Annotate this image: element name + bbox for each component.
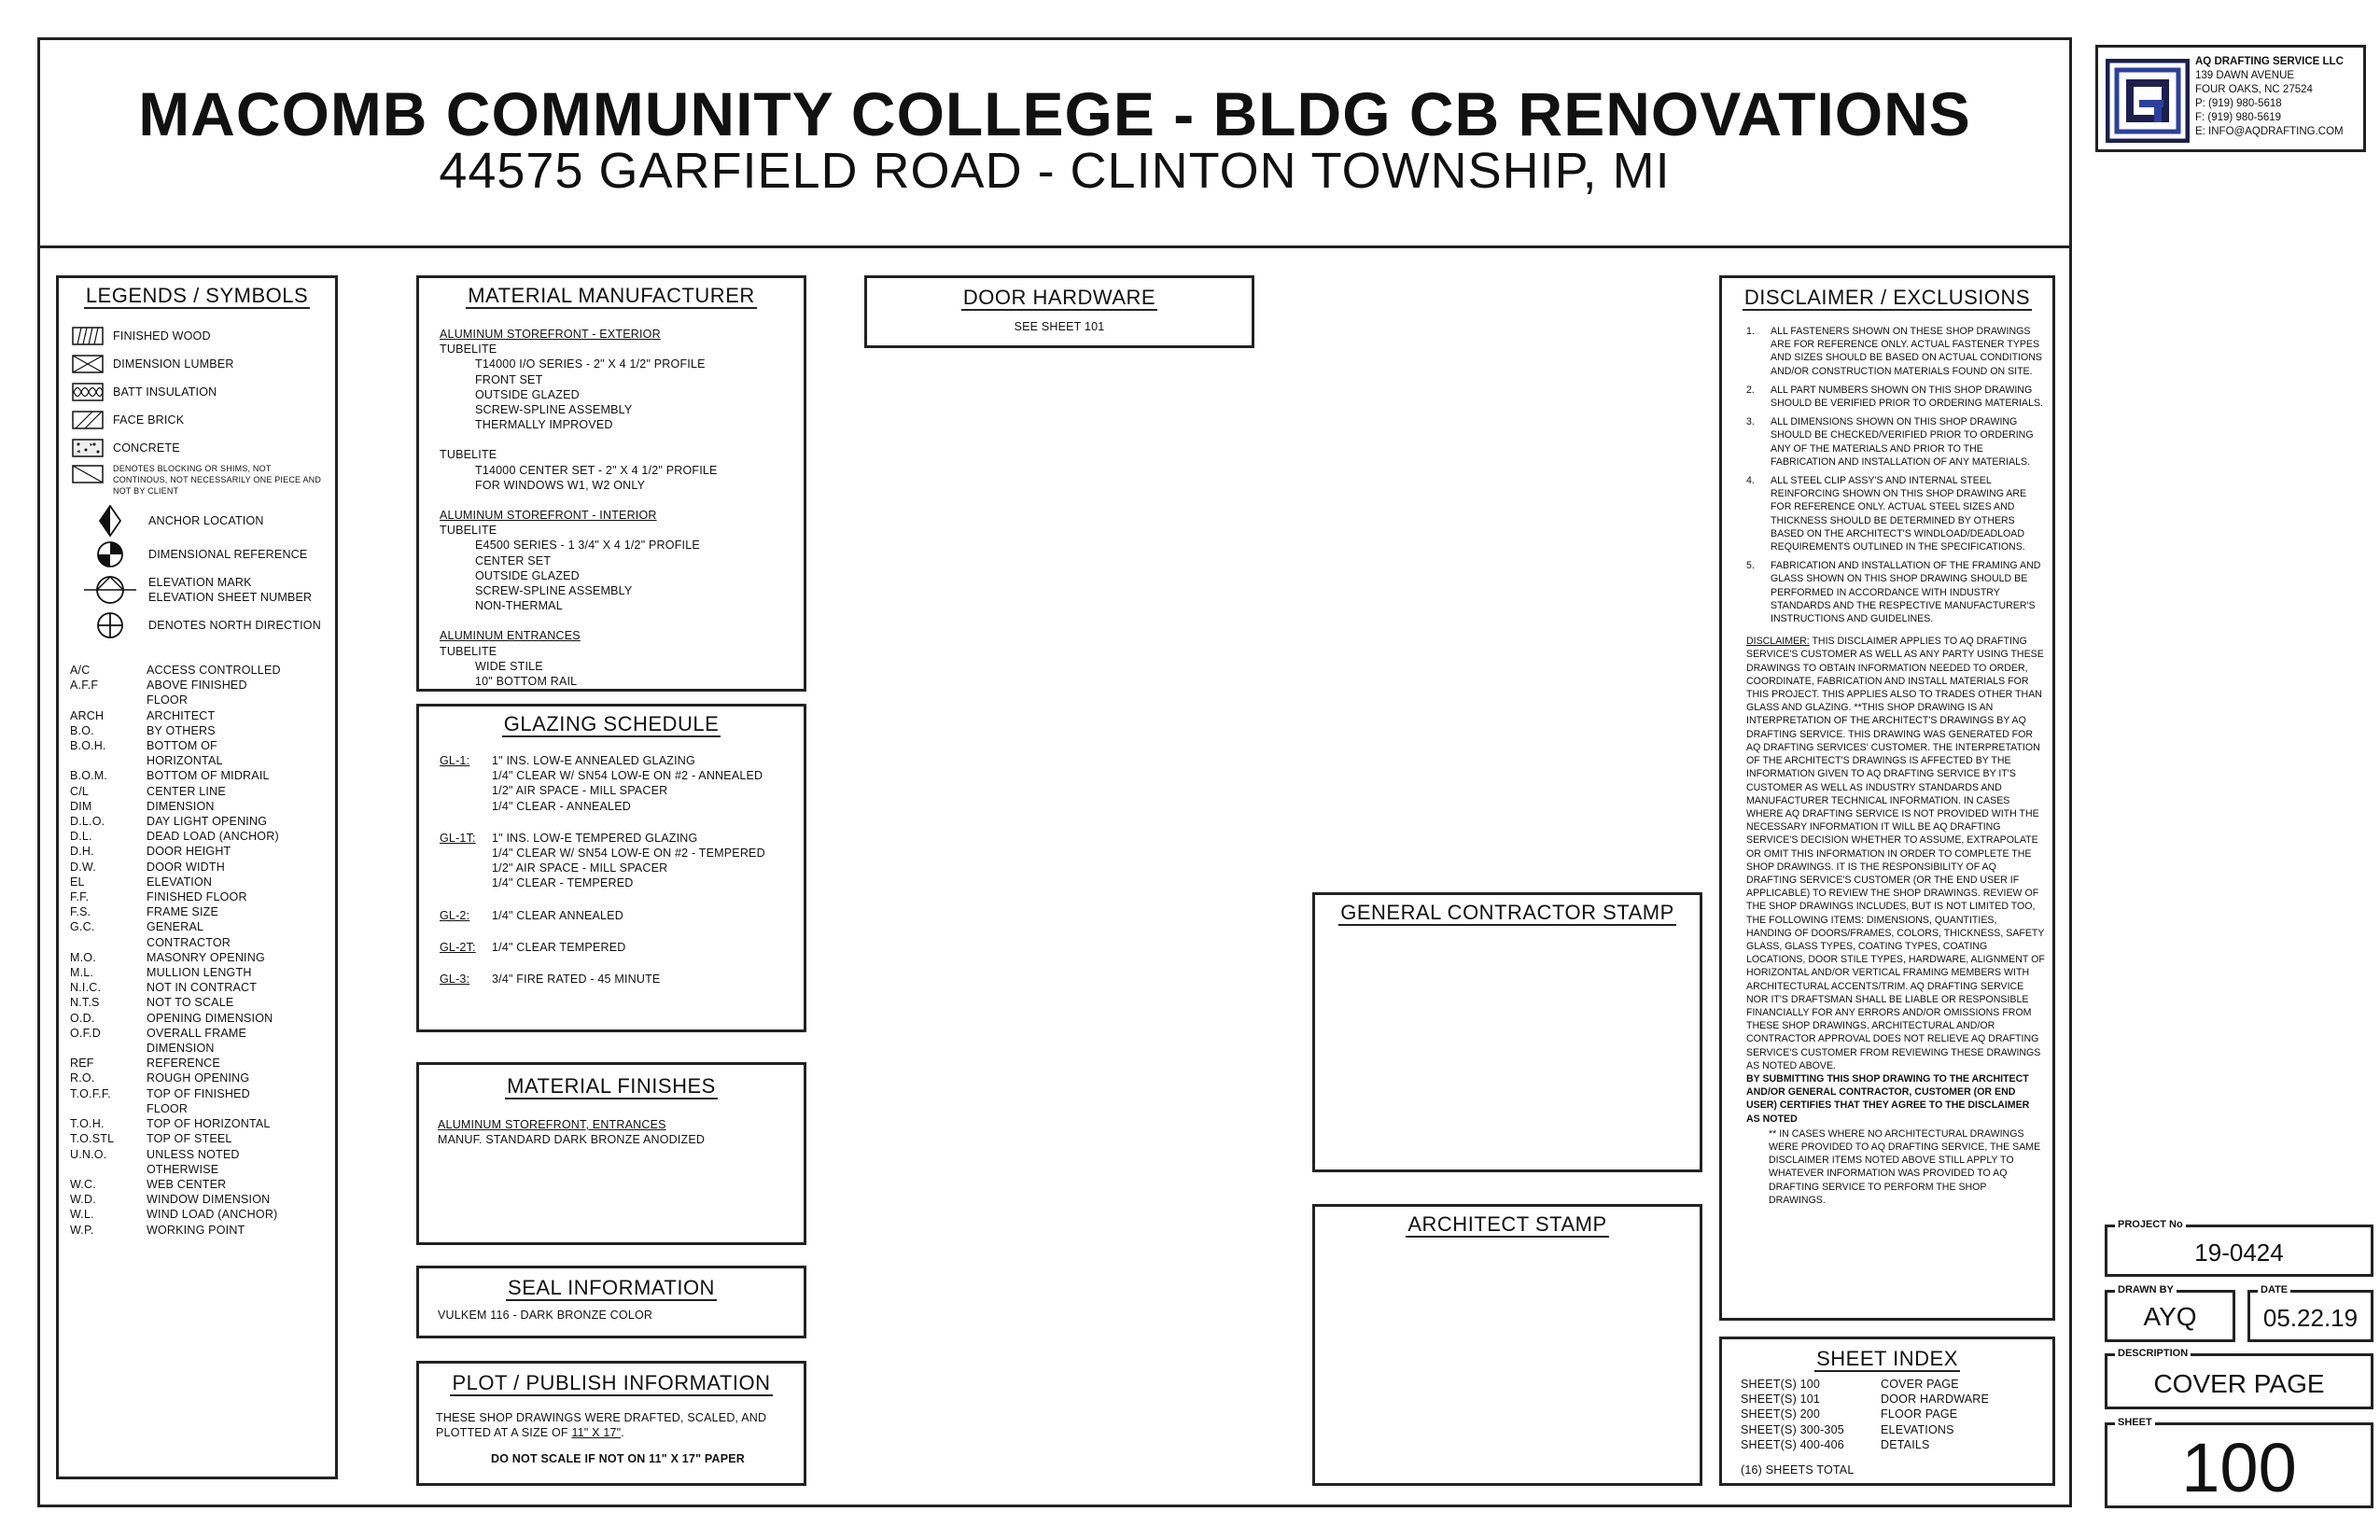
gc-stamp-panel bbox=[1312, 892, 1702, 1172]
abbreviation-row bbox=[70, 663, 336, 678]
abbreviation-code: T.O.STL bbox=[70, 1132, 115, 1146]
abbreviation-code: F.S. bbox=[70, 905, 91, 919]
glazing-code: GL-2: bbox=[440, 908, 470, 922]
abbreviation-meaning: DAY LIGHT OPENING bbox=[147, 815, 268, 829]
sheet-index-row bbox=[1741, 1407, 2049, 1421]
project-no-box bbox=[2105, 1219, 2373, 1277]
glazing-description bbox=[492, 908, 623, 923]
glazing-list bbox=[440, 753, 794, 1003]
date-box bbox=[2247, 1284, 2373, 1342]
abbreviation-meaning: CENTER LINE bbox=[147, 784, 226, 798]
description-label: DESCRIPTION bbox=[2115, 1348, 2191, 1359]
material-manufacturer-panel bbox=[416, 275, 806, 692]
abbreviation-code: M.O. bbox=[70, 950, 96, 964]
disclaimer-item bbox=[1746, 474, 2045, 553]
door-hardware-title: DOOR HARDWARE bbox=[962, 286, 1156, 309]
gc-stamp-title: GENERAL CONTRACTOR STAMP bbox=[1340, 901, 1674, 924]
abbreviation-meaning: WEB CENTER bbox=[147, 1177, 227, 1191]
drawn-by-box bbox=[2105, 1284, 2235, 1342]
company-address2: FOUR OAKS, NC 27524 bbox=[2195, 84, 2313, 95]
abbreviation-meaning: WIND LOAD (ANCHOR) bbox=[147, 1208, 278, 1222]
abbreviation-row bbox=[70, 1071, 336, 1085]
sheet-index-title: SHEET INDEX bbox=[1816, 1347, 1958, 1370]
legend-materials bbox=[72, 325, 333, 497]
sheet-index-sheets: SHEET(S) 400-406 bbox=[1741, 1437, 1844, 1451]
abbreviation-row bbox=[70, 1026, 336, 1056]
title-divider bbox=[37, 245, 2072, 248]
abbreviation-code: ARCH bbox=[70, 708, 105, 722]
manufacturer-line: WIDE STILE bbox=[475, 659, 543, 673]
abbreviation-meaning: UNLESS NOTED OTHERWISE bbox=[147, 1147, 240, 1176]
abbreviation-code: O.F.D bbox=[70, 1026, 101, 1040]
seal-information-title: SEAL INFORMATION bbox=[508, 1276, 715, 1299]
project-address: 44575 GARFIELD ROAD - CLINTON TOWNSHIP, MI bbox=[439, 143, 1671, 199]
abbreviation-row bbox=[70, 768, 336, 783]
abbreviation-code: D.L.O. bbox=[70, 815, 105, 829]
legend-label: BATT INSULATION bbox=[113, 385, 217, 399]
legends-title: LEGENDS / SYMBOLS bbox=[85, 284, 309, 307]
disclaimer-text: THIS DISCLAIMER APPLIES TO AQ DRAFTING SERVICE'S CUSTOMER AS WELL AS ANY PARTY USING THESE DRAWINGS TO OBTAIN INFORMATION NEEDED TO ORDER, COORDINATE, FABRICATION AND INSTALL MATERIALS FOR THIS PROJECT. THIS APPLIES ALSO TO TRADES OTHER THAN GLASS AND GLAZING. **THIS SHOP DRAWING IS AN INTERPRETATION OF THE ARCHITECT'S DRAWINGS BY AQ DRAFTING SERVICE. THIS DRAWING WAS GENERATED FOR AQ DRAFTING SERVICES' CUSTOMER. THE INTERPRETATION OF THE ARCHITECT'S DRAWINGS IS AFFECTED BY THE INFORMATION GIVEN TO AQ DRAFTING SERVICE BY IT'S CUSTOMER AS WELL AS INDUSTRY STANDARDS AND MANUFACTURER TECHNICAL INFORMATION. IN CASES WHERE AQ DRAFTING SERVICE IS NOT PROVIDED WITH THE NECESSARY INFORMATION IT WILL BE AQ DRAFTING SERVICE'S DECISION WHETHER TO ASSUME, EXTRAPOLATE OR OMIT THIS INFORMATION IN ORDER TO COMPLETE THE SHOP DRAWINGS. IT IS THE RESPONSIBILITY OF AQ DRAFTING SERVICE'S CUSTOMER (OR THE END USER IF APPLICABLE) TO REVIEW THE SHOP DRAWINGS. REVIEW OF THE SHOP DRAWINGS INCLUDES, BUT IS NOT LIMITED TOO, THE FOLLOWING ITEMS: DIMENSIONS, QUANTITIES, HANDING OF DOORS/FRAMES, COLORS, THICKNESS, SAFETY GLASS, GLASS TYPES, COATING TYPES, COATING LOCATIONS, DOOR STILE TYPES, HARDWARE, ALIGNMENT OF HORIZONTAL AND/OR VERTICAL FRAMING MEMBERS WITH ARCHITECTURAL ACCENTS/TRIM. AQ DRAFTING SERVICE NOR IT'S DRAFTSMAN SHALL BE LIABLE OR RESPONSIBLE FINANCIALLY FOR ANY ERRORS AND/OR OMISSIONS FROM THESE SHOP DRAWINGS. ARCHITECTURAL AND/OR CONTRACTOR APPROVAL DOES NOT RELIEVE AQ DRAFTING SERVICE'S CUSTOMER FROM REVIEWING THESE DRAWINGS AS NOTED ABOVE. bbox=[1746, 636, 2045, 1071]
project-no-label: PROJECT No bbox=[2115, 1219, 2186, 1230]
disclaimer-item-text: FABRICATION AND INSTALLATION OF THE FRAMING AND GLASS SHOWN ON THIS SHOP DRAWING SHOULD BE PERFORMED IN ACCORDANCE WITH INDUSTRY STANDARDS AND THE RESPECTIVE MANUFACTURER'S INSTRUCTIONS AND GUIDELINES. bbox=[1771, 560, 2041, 625]
project-no: 19-0424 bbox=[2194, 1239, 2284, 1267]
manufacturer-heading: ALUMINUM ENTRANCES bbox=[440, 629, 581, 643]
glazing-row bbox=[440, 972, 794, 987]
seal-line: VULKEM 116 - DARK BRONZE COLOR bbox=[438, 1309, 653, 1322]
disclaimer-item-text: ALL DIMENSIONS SHOWN ON THIS SHOP DRAWING SHOULD BE CHECKED/VERIFIED PRIOR TO ORDERING ANY OF THE MATERIALS AND PRIOR TO THE FABRICATION AND INSTALLATION OF ANY MATERIALS. bbox=[1771, 416, 2034, 468]
abbreviation-code: A/C bbox=[70, 664, 91, 677]
glazing-line: 1/4" CLEAR - TEMPERED bbox=[492, 876, 634, 890]
glazing-row bbox=[440, 940, 794, 955]
abbreviation-meaning: GENERAL CONTRACTOR bbox=[147, 920, 231, 949]
material-finishes-title: MATERIAL FINISHES bbox=[507, 1074, 716, 1098]
architect-stamp-panel bbox=[1312, 1204, 1702, 1486]
drawn-by-label: DRAWN BY bbox=[2115, 1284, 2177, 1295]
abbreviation-code: O.D. bbox=[70, 1011, 95, 1025]
company-email: E: INFO@AQDRAFTING.COM bbox=[2195, 126, 2344, 137]
manufacturer-line: SCREW-SPLINE ASSEMBLY bbox=[475, 403, 633, 417]
abbreviation-meaning: DOOR WIDTH bbox=[147, 860, 225, 874]
abbreviation-row bbox=[70, 889, 336, 904]
abbreviation-meaning: BOTTOM OF HORIZONTAL bbox=[147, 739, 223, 768]
anchor-location-icon bbox=[72, 505, 148, 537]
glazing-description bbox=[492, 753, 763, 814]
door-hardware-panel bbox=[864, 275, 1254, 348]
glazing-code: GL-1T: bbox=[440, 831, 476, 845]
abbreviation-meaning: NOT IN CONTRACT bbox=[147, 981, 258, 995]
disclaimer-items bbox=[1746, 325, 2045, 625]
legend-symbols bbox=[72, 504, 333, 642]
company-block bbox=[2095, 45, 2366, 152]
abbreviation-meaning: WINDOW DIMENSION bbox=[147, 1193, 271, 1207]
manufacturer-line: FOR WINDOWS W1, W2 ONLY bbox=[475, 478, 646, 492]
glazing-line: 1/4" CLEAR W/ SN54 LOW-E ON #2 - TEMPERED bbox=[492, 847, 765, 861]
glazing-code: GL-3: bbox=[440, 973, 470, 987]
symbol-label: DIMENSIONAL REFERENCE bbox=[148, 547, 308, 561]
abbreviation-code: W.C. bbox=[70, 1177, 96, 1191]
aq-logo-icon bbox=[2106, 59, 2190, 143]
abbreviation-meaning: OVERALL FRAME DIMENSION bbox=[147, 1026, 247, 1056]
abbreviation-code: W.L. bbox=[70, 1208, 94, 1222]
company-fax: F: (919) 980-5619 bbox=[2195, 112, 2282, 123]
sheet-index-row bbox=[1741, 1392, 2049, 1407]
abbreviation-code: T.O.H. bbox=[70, 1117, 105, 1131]
abbreviation-code: D.H. bbox=[70, 845, 94, 859]
abbreviation-meaning: MULLION LENGTH bbox=[147, 966, 252, 980]
manufacturer-name: TUBELITE bbox=[440, 644, 497, 658]
seal-information-panel bbox=[416, 1266, 806, 1338]
date-label: DATE bbox=[2258, 1284, 2290, 1295]
glazing-line: 1/4" CLEAR W/ SN54 LOW-E ON #2 - ANNEALED bbox=[492, 769, 763, 783]
disclaimer-title: DISCLAIMER / EXCLUSIONS bbox=[1743, 286, 2031, 309]
blocking-note: DENOTES BLOCKING OR SHIMS, NOT CONTINOUS, NOT NECESSARILY ONE PIECE AND NOT BY CLIENT bbox=[113, 464, 322, 496]
abbreviation-meaning: TOP OF FINISHED FLOOR bbox=[147, 1086, 250, 1115]
glazing-line: 1/4" CLEAR TEMPERED bbox=[492, 940, 626, 954]
abbreviation-meaning: ARCHITECT bbox=[147, 708, 216, 722]
plot-warning: DO NOT SCALE IF NOT ON 11" X 17" PAPER bbox=[490, 1452, 746, 1466]
manufacturer-line: CENTER SET bbox=[475, 553, 552, 567]
manufacturer-line: 10" BOTTOM RAIL bbox=[475, 675, 578, 689]
finishes-line: MANUF. STANDARD DARK BRONZE ANODIZED bbox=[438, 1133, 706, 1147]
sheet-index-row bbox=[1741, 1422, 2049, 1437]
sheet-index-row bbox=[1741, 1377, 2049, 1392]
sheet-total: (16) SHEETS TOTAL bbox=[1741, 1463, 1855, 1477]
abbreviation-row bbox=[70, 980, 336, 995]
manufacturer-name: TUBELITE bbox=[440, 343, 497, 357]
abbreviation-meaning: BY OTHERS bbox=[147, 723, 216, 737]
abbreviation-code: W.P. bbox=[70, 1223, 94, 1237]
elevation-mark-icon bbox=[72, 574, 148, 606]
disclaimer-item-text: ALL PART NUMBERS SHOWN ON THIS SHOP DRAWING SHOULD BE VERIFIED PRIOR TO ORDERING MATERIALS. bbox=[1771, 384, 2043, 410]
abbreviation-row bbox=[70, 678, 336, 707]
material-manufacturer-title: MATERIAL MANUFACTURER bbox=[468, 284, 755, 307]
dimension-lumber-icon bbox=[72, 353, 107, 375]
manufacturer-line: OUTSIDE GLAZED bbox=[475, 387, 580, 401]
abbreviation-row bbox=[70, 738, 336, 768]
disclaimer-item-number: 2. bbox=[1746, 384, 1755, 396]
manufacturer-heading: ALUMINUM STOREFRONT - INTERIOR bbox=[440, 509, 657, 523]
abbreviation-row bbox=[70, 814, 336, 829]
disclaimer-label: DISCLAIMER: bbox=[1746, 636, 1810, 648]
abbreviation-row bbox=[70, 844, 336, 859]
disclaimer-item-number: 5. bbox=[1746, 560, 1755, 572]
abbreviation-row bbox=[70, 995, 336, 1010]
disclaimer-bold: BY SUBMITTING THIS SHOP DRAWING TO THE ARCHITECT AND/OR GENERAL CONTRACTOR, CUSTOMER (OR END USER) CERTIFIES THAT THEY AGREE TO THE DISCLAIMER AS NOTED bbox=[1746, 1072, 2030, 1125]
abbreviation-code: REF bbox=[70, 1057, 94, 1071]
manufacturer-name: TUBELITE bbox=[440, 524, 497, 538]
disclaimer-footer: ** IN CASES WHERE NO ARCHITECTURAL DRAWINGS WERE PROVIDED TO AQ DRAFTING SERVICE, THE SAME DISCLAIMER ITEMS NOTED ABOVE STILL APPLY TO WHATEVER INFORMATION WAS PROVIDED TO AQ DRAFTING SERVICE TO PERFORM THE SHOP DRAWINGS. bbox=[1769, 1127, 2041, 1206]
company-phone: P: (919) 980-5618 bbox=[2195, 98, 2282, 109]
plot-content bbox=[436, 1410, 800, 1467]
sheet-index-name: COVER PAGE bbox=[1881, 1378, 1959, 1391]
abbreviation-code: R.O. bbox=[70, 1071, 95, 1085]
abbreviation-meaning: OPENING DIMENSION bbox=[147, 1011, 273, 1025]
abbreviation-meaning: ROUGH OPENING bbox=[147, 1071, 250, 1085]
abbreviation-code: G.C. bbox=[70, 920, 95, 934]
disclaimer-body bbox=[1746, 635, 2045, 1072]
glazing-description bbox=[492, 831, 765, 891]
manufacturer-group bbox=[440, 508, 794, 613]
abbreviation-meaning: ELEVATION bbox=[147, 875, 213, 889]
door-hardware-line: SEE SHEET 101 bbox=[1014, 320, 1105, 333]
abbreviation-code: N.T.S bbox=[70, 996, 100, 1010]
abbreviation-meaning: WORKING POINT bbox=[147, 1223, 245, 1237]
abbreviation-code: A.F.F bbox=[70, 679, 99, 693]
manufacturer-group bbox=[440, 628, 794, 689]
manufacturer-line: T14000 I/O SERIES - 2" X 4 1/2" PROFILE bbox=[475, 357, 706, 371]
disclaimer-item-number: 1. bbox=[1746, 326, 1755, 337]
glazing-description bbox=[492, 940, 625, 955]
abbreviation-meaning: REFERENCE bbox=[147, 1057, 220, 1071]
disclaimer-content bbox=[1746, 325, 2045, 1207]
sheet-index-name: FLOOR PAGE bbox=[1881, 1407, 1958, 1421]
glazing-code: GL-2T: bbox=[440, 940, 476, 954]
manufacturer-line: OUTSIDE GLAZED bbox=[475, 568, 580, 582]
abbreviation-code: W.D. bbox=[70, 1193, 96, 1207]
manufacturer-group bbox=[440, 327, 794, 432]
glazing-line: 1/2" AIR SPACE - MILL SPACER bbox=[492, 784, 668, 798]
sheet-index-name: DETAILS bbox=[1881, 1437, 1930, 1451]
plot-line-2-prefix: PLOTTED AT A SIZE OF bbox=[436, 1426, 572, 1440]
glazing-row bbox=[440, 831, 794, 891]
abbreviation-meaning: FRAME SIZE bbox=[147, 905, 219, 919]
glazing-schedule-title: GLAZING SCHEDULE bbox=[503, 712, 720, 735]
abbreviation-code: D.W. bbox=[70, 860, 96, 874]
legend-label: FINISHED WOOD bbox=[113, 329, 211, 343]
glazing-line: 3/4" FIRE RATED - 45 MINUTE bbox=[492, 973, 661, 987]
glazing-code: GL-1: bbox=[440, 754, 470, 767]
abbreviation-code: EL bbox=[70, 875, 85, 889]
abbreviation-row bbox=[70, 1147, 336, 1177]
abbreviation-row bbox=[70, 784, 336, 799]
abbreviation-row bbox=[70, 965, 336, 980]
face-brick-icon bbox=[72, 409, 107, 431]
abbreviation-row bbox=[70, 860, 336, 875]
plot-line-2-suffix: . bbox=[621, 1426, 624, 1440]
glazing-row bbox=[440, 753, 794, 814]
legend-label: CONCRETE bbox=[113, 441, 180, 455]
abbreviation-row bbox=[70, 950, 336, 965]
abbreviation-meaning: TOP OF STEEL bbox=[147, 1132, 232, 1146]
abbreviation-row bbox=[70, 1116, 336, 1131]
manufacturer-line: FRONT SET bbox=[475, 372, 543, 386]
abbreviation-meaning: ACCESS CONTROLLED bbox=[147, 664, 281, 677]
disclaimer-item bbox=[1746, 384, 2045, 410]
disclaimer-item-text: ALL FASTENERS SHOWN ON THESE SHOP DRAWINGS ARE FOR REFERENCE ONLY. ACTUAL FASTENER TYPES AND SIZES SHOULD BE BASED ON ACTUAL CONDITIONS AND/OR CONSTRUCTION MATERIALS FOUND ON SITE. bbox=[1771, 326, 2042, 377]
manufacturer-list bbox=[440, 327, 794, 704]
plot-line-2 bbox=[436, 1425, 800, 1440]
concrete-icon bbox=[72, 437, 107, 459]
finishes-heading: ALUMINUM STOREFRONT, ENTRANCES bbox=[438, 1118, 666, 1131]
disclaimer-item bbox=[1746, 415, 2045, 469]
sheet-index-row bbox=[1741, 1437, 2049, 1452]
description-box bbox=[2105, 1348, 2373, 1409]
abbreviation-meaning: ABOVE FINISHED FLOOR bbox=[147, 679, 247, 707]
legends-panel bbox=[56, 275, 338, 1479]
abbreviation-code: B.O.H. bbox=[70, 739, 106, 753]
manufacturer-group bbox=[440, 447, 794, 493]
blocking-icon bbox=[72, 463, 107, 485]
abbreviation-row bbox=[70, 829, 336, 844]
abbreviation-code: D.L. bbox=[70, 830, 92, 844]
sheet-number-box bbox=[2105, 1417, 2373, 1508]
abbreviation-row bbox=[70, 1011, 336, 1026]
finishes-content bbox=[438, 1117, 792, 1147]
architect-stamp-title: ARCHITECT STAMP bbox=[1407, 1212, 1607, 1236]
drawn-by: AYQ bbox=[2143, 1302, 2197, 1331]
sheet-label: SHEET bbox=[2115, 1417, 2155, 1428]
abbreviation-code: U.N.O. bbox=[70, 1147, 107, 1161]
legend-label: FACE BRICK bbox=[113, 413, 185, 427]
sheet-index-name: DOOR HARDWARE bbox=[1881, 1393, 1990, 1407]
sheet-index-sheets: SHEET(S) 200 bbox=[1741, 1407, 1821, 1421]
disclaimer-panel bbox=[1719, 275, 2055, 1321]
manufacturer-line: SCREW-SPLINE ASSEMBLY bbox=[475, 584, 633, 598]
abbreviation-meaning: DOOR HEIGHT bbox=[147, 845, 231, 859]
abbreviation-row bbox=[70, 1192, 336, 1207]
symbol-label-2: ELEVATION SHEET NUMBER bbox=[148, 591, 313, 604]
abbreviation-meaning: FINISHED FLOOR bbox=[147, 890, 247, 904]
glazing-schedule-panel bbox=[416, 704, 806, 1032]
abbreviation-code: B.O. bbox=[70, 723, 94, 737]
glazing-line: 1" INS. LOW-E ANNEALED GLAZING bbox=[492, 754, 695, 767]
glazing-line: 1/2" AIR SPACE - MILL SPACER bbox=[492, 861, 668, 875]
description: COVER PAGE bbox=[2153, 1369, 2325, 1398]
material-finishes-panel bbox=[416, 1062, 806, 1245]
abbreviation-row bbox=[70, 904, 336, 919]
disclaimer-item-text: ALL STEEL CLIP ASSY'S AND INTERNAL STEEL REINFORCING SHOWN ON THIS SHOP DRAWING ARE FOR REFERENCE ONLY. ACTUAL STEEL SIZES AND THICKNESS SHOULD BE DETERMINED BY OTHERS BASED ON THE ARCHITECT'S WINDLOAD/DEADLOAD REQUIREMENTS OUTLINED IN THE SPECIFICATIONS. bbox=[1771, 475, 2027, 553]
manufacturer-line: NON-THERMAL bbox=[475, 599, 563, 613]
sheet-index-sheets: SHEET(S) 101 bbox=[1741, 1393, 1821, 1407]
abbreviation-row bbox=[70, 919, 336, 949]
north-direction-icon bbox=[72, 611, 148, 639]
company-logo bbox=[2106, 59, 2190, 143]
sheet-index-panel bbox=[1719, 1337, 2055, 1486]
abbreviation-row bbox=[70, 799, 336, 814]
abbreviation-meaning: DIMENSION bbox=[147, 799, 215, 813]
company-address1: 139 DAWN AVENUE bbox=[2195, 70, 2295, 81]
abbreviation-code: T.O.F.F. bbox=[70, 1086, 111, 1100]
abbreviation-row bbox=[70, 1177, 336, 1192]
abbreviation-row bbox=[70, 1207, 336, 1222]
abbreviation-meaning: BOTTOM OF MIDRAIL bbox=[147, 769, 270, 783]
abbreviation-list bbox=[70, 663, 336, 1238]
finished-wood-icon bbox=[72, 325, 107, 347]
company-info bbox=[2195, 55, 2363, 139]
abbreviation-row bbox=[70, 1086, 336, 1116]
disclaimer-item-number: 4. bbox=[1746, 475, 1755, 487]
abbreviation-meaning: MASONRY OPENING bbox=[147, 950, 265, 964]
date: 05.22.19 bbox=[2262, 1304, 2359, 1332]
abbreviation-row bbox=[70, 708, 336, 723]
glazing-line: 1/4" CLEAR - ANNEALED bbox=[492, 799, 631, 813]
abbreviation-row bbox=[70, 875, 336, 889]
glazing-line: 1/4" CLEAR ANNEALED bbox=[492, 908, 623, 922]
abbreviation-code: N.I.C. bbox=[70, 981, 102, 995]
sheet-number: 100 bbox=[2181, 1429, 2297, 1506]
glazing-row bbox=[440, 908, 794, 923]
glazing-line: 1" INS. LOW-E TEMPERED GLAZING bbox=[492, 831, 698, 845]
abbreviation-meaning: TOP OF HORIZONTAL bbox=[147, 1117, 271, 1131]
manufacturer-name: TUBELITE bbox=[440, 448, 497, 462]
abbreviation-row bbox=[70, 1223, 336, 1238]
sheet-index-list bbox=[1741, 1377, 2049, 1452]
manufacturer-heading: ALUMINUM STOREFRONT - EXTERIOR bbox=[440, 328, 661, 341]
abbreviation-code: F.F. bbox=[70, 890, 90, 904]
manufacturer-line: E4500 SERIES - 1 3/4" X 4 1/2" PROFILE bbox=[475, 539, 700, 553]
abbreviation-row bbox=[70, 1131, 336, 1146]
plot-size: 11" X 17" bbox=[571, 1426, 622, 1440]
abbreviation-meaning: DEAD LOAD (ANCHOR) bbox=[147, 830, 279, 844]
glazing-description bbox=[492, 972, 660, 987]
batt-insulation-icon bbox=[72, 381, 107, 403]
manufacturer-line: T14000 CENTER SET - 2" X 4 1/2" PROFILE bbox=[475, 463, 718, 477]
sheet-index-name: ELEVATIONS bbox=[1881, 1422, 1954, 1436]
plot-line-1: THESE SHOP DRAWINGS WERE DRAFTED, SCALED, AND bbox=[436, 1411, 767, 1424]
project-title: MACOMB COMMUNITY COLLEGE - BLDG CB RENOVATIONS bbox=[138, 79, 1971, 148]
abbreviation-code: DIM bbox=[70, 799, 92, 813]
abbreviation-code: B.O.M. bbox=[70, 769, 108, 783]
plot-publish-title: PLOT / PUBLISH INFORMATION bbox=[452, 1371, 771, 1394]
plot-publish-panel bbox=[416, 1361, 806, 1486]
company-name: AQ DRAFTING SERVICE LLC bbox=[2195, 56, 2344, 67]
disclaimer-item bbox=[1746, 559, 2045, 625]
dimensional-reference-icon bbox=[72, 540, 148, 568]
abbreviation-code: M.L. bbox=[70, 966, 94, 980]
abbreviation-row bbox=[70, 1056, 336, 1071]
symbol-label: ELEVATION MARK bbox=[148, 575, 252, 589]
disclaimer-item-number: 3. bbox=[1746, 416, 1755, 428]
symbol-label: ANCHOR LOCATION bbox=[148, 513, 264, 527]
manufacturer-line: THERMALLY IMPROVED bbox=[475, 418, 613, 432]
abbreviation-row bbox=[70, 723, 336, 738]
symbol-label: DENOTES NORTH DIRECTION bbox=[148, 618, 321, 632]
disclaimer-item bbox=[1746, 325, 2045, 378]
sheet-index-sheets: SHEET(S) 100 bbox=[1741, 1378, 1821, 1391]
legend-label: DIMENSION LUMBER bbox=[113, 357, 234, 371]
abbreviation-code: C/L bbox=[70, 784, 90, 798]
abbreviation-meaning: NOT TO SCALE bbox=[147, 996, 234, 1010]
sheet-index-sheets: SHEET(S) 300-305 bbox=[1741, 1422, 1844, 1436]
